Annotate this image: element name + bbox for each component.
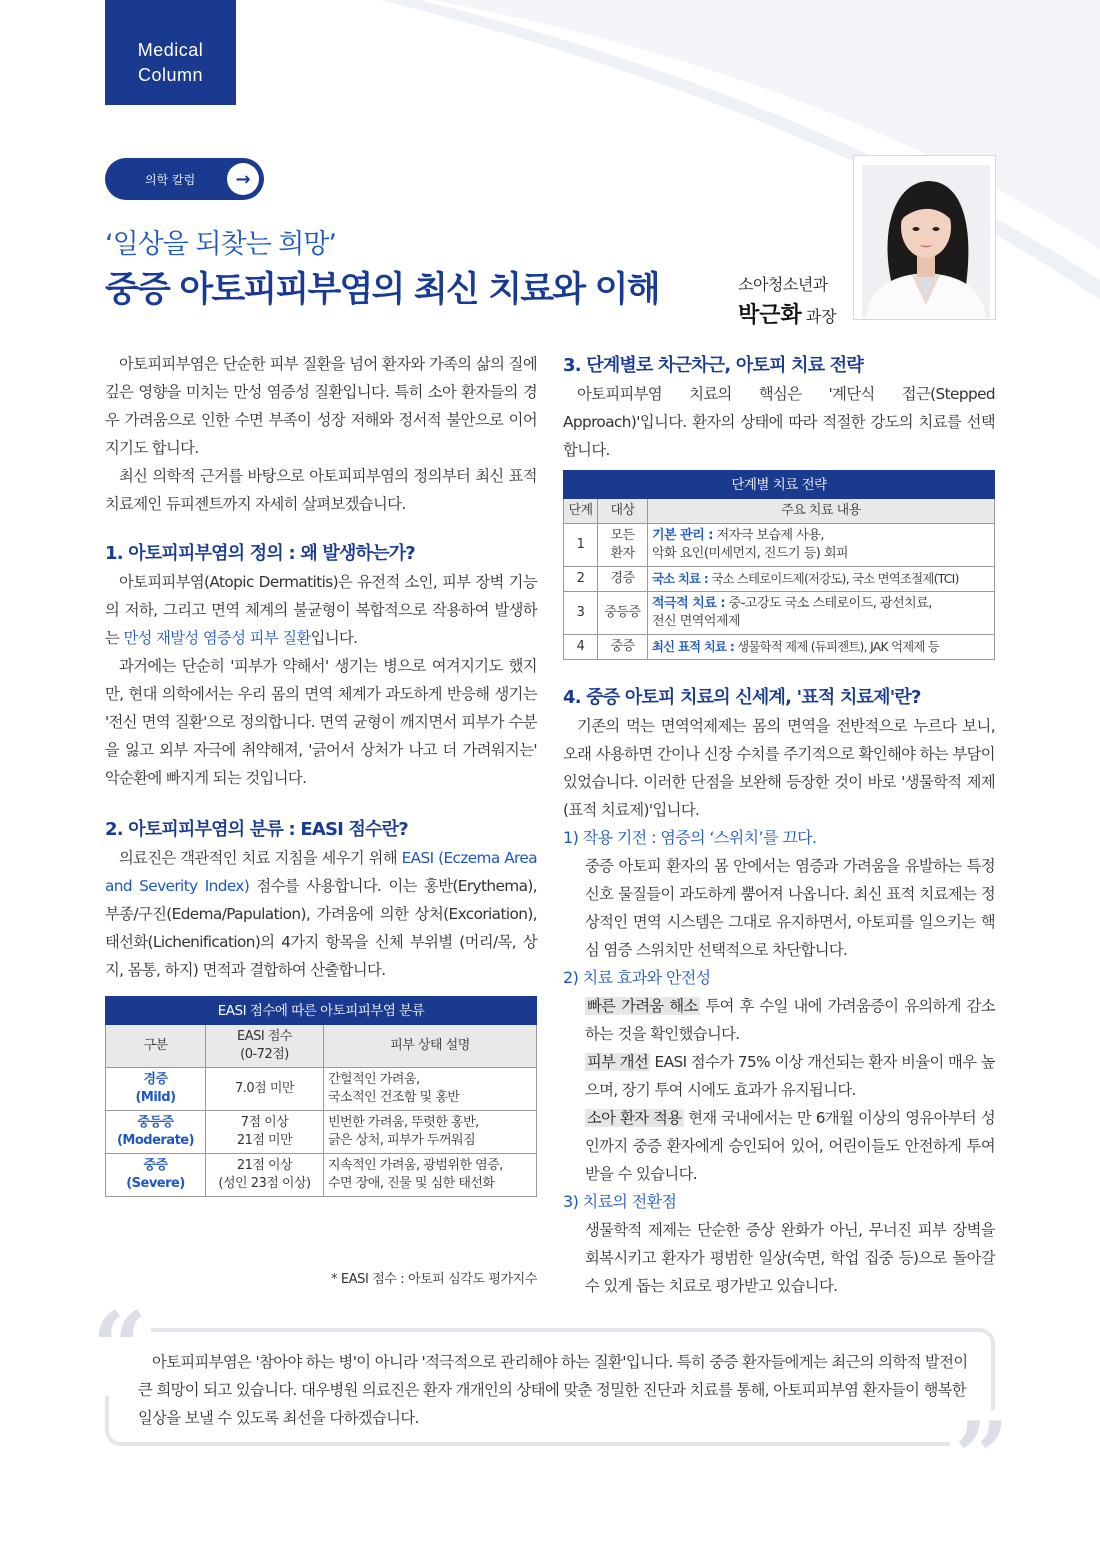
step-text-4: 생물학적 제제 (듀피젠트), JAK 억제제 등: [734, 640, 939, 654]
step-number-2: 2: [564, 567, 598, 592]
section2-text-a: 의료진은 객관적인 치료 지침을 세우기 위해: [119, 849, 402, 867]
step-table-caption: 단계별 치료 전략: [564, 471, 995, 499]
section-tab: [105, 0, 236, 105]
table-row: [106, 1154, 537, 1197]
step-content-1: [648, 524, 995, 567]
section2-paragraph: [105, 844, 537, 984]
effect-item-1: [563, 992, 995, 1048]
easi-grade-mild: 경증 (Mild): [106, 1068, 206, 1111]
step-header-step: 단계: [564, 499, 598, 524]
step-text-1: 저자극 보습제 사용, 악화 요인(미세먼지, 진드기 등) 회피: [652, 528, 849, 561]
doctor-portrait-icon: [862, 165, 990, 318]
section4-sub1-text: 중증 아토피 환자의 몸 안에서는 염증과 가려움을 유발하는 특정 신호 물질들이 과도하게 뿜어져 나옵니다. 최신 표적 치료제는 정상적인 면역 시스템은 그대로 유지하면서, 아토피를 일으키는 핵심 염증 스위치만 선택적으로 차단합니다.: [585, 857, 995, 959]
easi-score-severe: 21점 이상 (성인 23점 이상): [206, 1154, 324, 1197]
easi-desc-severe: 지속적인 가려움, 광범위한 염증, 수면 장애, 진물 및 심한 태선화: [324, 1154, 537, 1197]
section3-heading: 3. 단계별로 차근차근, 아토피 치료 전략: [563, 355, 863, 376]
easi-score-mild: 7.0점 미만: [206, 1068, 324, 1111]
step-target-3: 중등증: [598, 592, 648, 635]
easi-header-score: EASI 점수 (0-72점): [206, 1025, 324, 1068]
effect-text-2: EASI 점수가 75% 이상 개선되는 환자 비율이 매우 높으며, 장기 투여 시에도 효과가 유지됩니다.: [585, 1053, 995, 1099]
step-keyword-4: 최신 표적 치료 :: [652, 640, 735, 654]
step-target-4: 중증: [598, 635, 648, 660]
easi-desc-mild: 간헐적인 가려움, 국소적인 건조함 및 홍반: [324, 1068, 537, 1111]
step-table: [563, 470, 995, 660]
easi-table-caption: EASI 점수에 따른 아토피피부염 분류: [106, 997, 537, 1025]
step-text-3: 중-고강도 국소 스테로이드, 광선치료, 전신 면역억제제: [652, 596, 932, 629]
closing-quote: [138, 1348, 976, 1432]
intro-paragraph-1: 아토피피부염은 단순한 피부 질환을 넘어 환자와 가족의 삶의 질에 깊은 영향을 미치는 만성 염증성 질환입니다. 특히 소아 환자들의 경우 가려움으로 인한 수면 부족이 성장 저해와 정서적 불안으로 이어지기도 합니다.: [105, 355, 537, 457]
section1-paragraph-1: [105, 568, 537, 652]
step-header-target: 대상: [598, 499, 648, 524]
section4-sub1-heading: 1) 작용 기전 : 염증의 ‘스위치’를 끄다.: [563, 828, 817, 847]
section4-heading: 4. 중증 아토피 치료의 신세계, '표적 치료제'란?: [563, 687, 921, 708]
category-pill-label: 의학 칼럼: [145, 172, 196, 187]
doctor-byline: [738, 298, 837, 329]
arrow-right-icon: →: [227, 163, 259, 195]
doctor-title: 과장: [805, 307, 837, 326]
effect-tag-1: 빠른 가려움 해소: [587, 997, 698, 1015]
easi-desc-moderate: 빈번한 가려움, 뚜렷한 홍반, 긁은 상처, 피부가 두꺼워짐: [324, 1111, 537, 1154]
tab-line-1: Medical: [137, 40, 204, 60]
easi-grade-moderate: 중등증 (Moderate): [106, 1111, 206, 1154]
effect-tag-2: 피부 개선: [587, 1053, 649, 1071]
article-title: 중증 아토피피부염의 최신 치료와 이해: [105, 270, 659, 310]
step-keyword-2: 국소 치료 :: [652, 572, 709, 586]
effect-text-1: 투여 후 수일 내에 가려움증이 유의하게 감소하는 것을 확인했습니다.: [585, 997, 995, 1043]
effect-item-2: [563, 1048, 995, 1104]
closing-quote-text: 아토피피부염은 '참아야 하는 병'이 아니라 '적극적으로 관리해야 하는 질환'입니다. 특히 중증 환자들에게는 최근의 의학적 발전이 큰 희망이 되고 있습니다. 대우병원 의료진은 환자 개개인의 상태에 맞춘 정밀한 진단과 치료를 통해, 아토피피부염 환자들이 행복한 일상을 보낼 수 있도록 최선을 다하겠습니다.: [138, 1353, 968, 1427]
section4-sub3-text: 생물학적 제제는 단순한 증상 완화가 아닌, 무너진 피부 장벽을 회복시키고 환자가 평범한 일상(숙면, 학업 집중 등)으로 돌아갈 수 있게 돕는 치료로 평가받고 있습니다.: [585, 1221, 995, 1295]
section1-heading: 1. 아토피피부염의 정의 : 왜 발생하는가?: [105, 543, 415, 564]
step-content-3: [648, 592, 995, 635]
step-keyword-1: 기본 관리 :: [652, 528, 713, 543]
table-row: [564, 567, 995, 592]
section1-text-a: 아토피피부염(Atopic Dermatitis)은 유전적 소인, 피부 장벽 기능의 저하, 그리고 면역 체계의 불균형이 복합적으로 작용하여 발생하는: [105, 573, 537, 647]
easi-header-grade: 구분: [106, 1025, 206, 1068]
section4-paragraph: 기존의 먹는 면역억제제는 몸의 면역을 전반적으로 누르다 보니, 오래 사용하면 간이나 신장 수치를 주기적으로 확인해야 하는 부담이 있었습니다. 이러한 단점을 보완해 등장한 것이 바로 '생물학적 제제(표적 치료제)'입니다.: [563, 717, 995, 819]
category-pill-button[interactable]: [105, 158, 264, 200]
step-text-2: 국소 스테로이드제(저강도), 국소 면역조절제(TCI): [708, 572, 959, 586]
section4-sub2-heading: 2) 치료 효과와 안전성: [563, 968, 711, 987]
intro-paragraph-2: 최신 의학적 근거를 바탕으로 아토피피부염의 정의부터 최신 표적 치료제인 듀피젠트까지 자세히 살펴보겠습니다.: [105, 467, 537, 513]
section4-sub3-heading: 3) 치료의 전환점: [563, 1192, 677, 1211]
step-keyword-3: 적극적 치료 :: [652, 596, 726, 611]
doctor-portrait-photo: [862, 165, 990, 318]
step-content-2: [648, 567, 995, 592]
section2-highlight: EASI (Eczema Area and Severity Index): [105, 849, 537, 895]
tab-line-2: Column: [137, 65, 204, 85]
section3-paragraph: 아토피피부염 치료의 핵심은 '계단식 접근(Stepped Approach)'입니다. 환자의 상태에 따라 적절한 강도의 치료를 선택합니다.: [563, 385, 995, 459]
right-column: [563, 352, 995, 1300]
doctor-department: 소아청소년과: [738, 275, 828, 294]
section1-text-b: 입니다.: [310, 629, 358, 647]
left-column: [105, 350, 537, 1197]
quote-close-icon: ”: [950, 1410, 1013, 1506]
step-target-2: 경증: [598, 567, 648, 592]
step-target-1: 모든 환자: [598, 524, 648, 567]
easi-table: [105, 996, 537, 1197]
doctor-name: 박근화: [738, 303, 802, 328]
quote-open-icon: “: [88, 1300, 151, 1396]
article-subtitle: ‘일상을 되찾는 희망’: [105, 229, 336, 260]
easi-score-moderate: 7점 이상 21점 미만: [206, 1111, 324, 1154]
table-row: [564, 635, 995, 660]
effect-text-3: 현재 국내에서는 만 6개월 이상의 영유아부터 성인까지 중증 환자에게 승인되어 있어, 어린이들도 안전하게 투여받을 수 있습니다.: [585, 1109, 995, 1183]
easi-header-desc: 피부 상태 설명: [324, 1025, 537, 1068]
step-header-content: 주요 치료 내용: [648, 499, 995, 524]
step-content-4: [648, 635, 995, 660]
section2-heading: 2. 아토피피부염의 분류 : EASI 점수란?: [105, 819, 408, 840]
step-number-1: 1: [564, 524, 598, 567]
step-number-4: 4: [564, 635, 598, 660]
table-row: [106, 1068, 537, 1111]
effect-tag-3: 소아 환자 적용: [587, 1109, 682, 1127]
section1-paragraph-2: 과거에는 단순히 '피부가 약해서' 생기는 병으로 여겨지기도 했지만, 현대 의학에서는 우리 몸의 면역 체계가 과도하게 반응해 생기는 '전신 면역 질환'으로 정의합니다. 면역 균형이 깨지면서 피부가 수분을 잃고 외부 자극에 취약해져, '긁어서 상처가 나고 더 가려워지는' 악순환에 빠지게 되는 것입니다.: [105, 657, 537, 787]
step-number-3: 3: [564, 592, 598, 635]
table-row: [106, 1111, 537, 1154]
easi-footnote: * EASI 점수 : 아토피 심각도 평가지수: [331, 1272, 537, 1287]
section1-highlight: 만성 재발성 염증성 피부 질환: [123, 629, 311, 647]
easi-grade-severe: 중증 (Severe): [106, 1154, 206, 1197]
table-row: [564, 592, 995, 635]
table-row: [564, 524, 995, 567]
effect-item-3: [563, 1104, 995, 1188]
section2-text-b: 점수를 사용합니다. 이는 홍반(Erythema), 부종/구진(Edema/Papulation), 가려움에 의한 상처(Excoriation), 태선화(Lichenification)의 4가지 항목을 신체 부위별 (머리/목, 상지, 몸통, 하지) 면적과 결합하여 산출합니다.: [105, 877, 537, 979]
